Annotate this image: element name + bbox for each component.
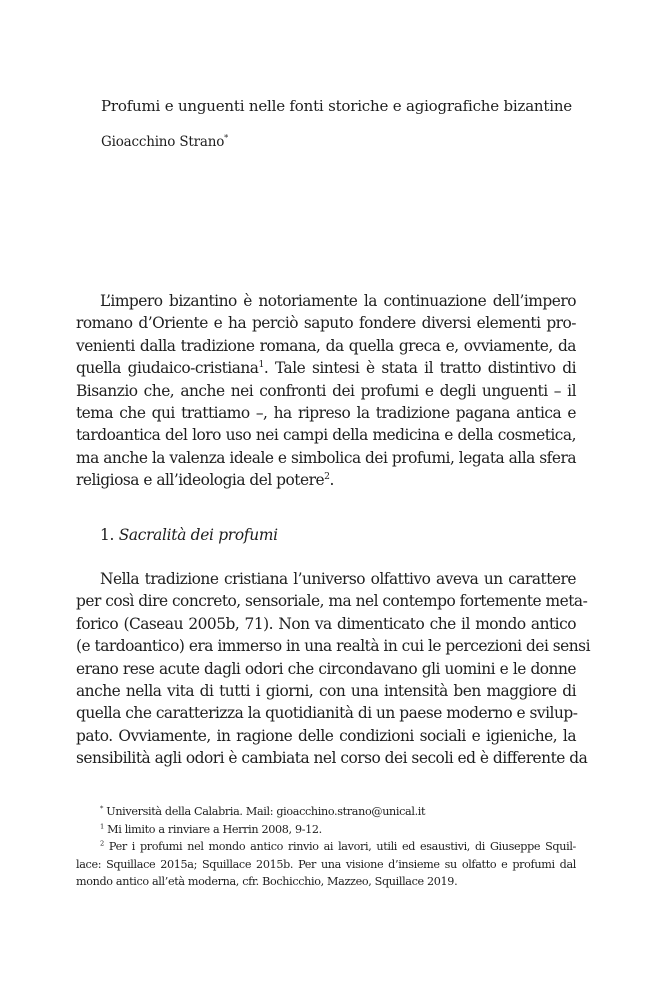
paragraph-line: anche nella vita di tutti i giorni, con una intensità ben maggiore di [76, 681, 576, 700]
paragraph-line: romano d’Oriente e ha perciò saputo fondere diversi elementi pro- [76, 314, 576, 333]
paragraph-line [76, 357, 576, 379]
paragraph-line: forico (Caseau 2005b, 71). Non va dimenticato che il mondo antico [76, 614, 576, 633]
paragraph-line: tema che qui trattiamo –, ha ripreso la tradizione pagana antica e [76, 403, 576, 422]
section-heading [100, 526, 278, 544]
footnote-2 [76, 838, 576, 856]
footnote-ref-2[interactable]: 2 [324, 471, 330, 482]
paragraph-line: pato. Ovviamente, in ragione delle condizioni sociali e igieniche, la [76, 726, 576, 745]
paragraph-line: sensibilità agli odori è cambiata nel corso dei secoli ed è differente da [76, 749, 588, 768]
paragraph-line: (e tardoantico) era immerso in una realtà in cui le percezioni dei sensi [76, 637, 590, 656]
section-title: Sacralità dei profumi [118, 526, 278, 544]
footnote-ref-1[interactable]: 1 [258, 359, 264, 371]
footnote-text: Università della Calabria. Mail: gioacchino.strano@unical.it [106, 805, 426, 818]
paragraph-line: ma anche la valenza ideale e simbolica dei profumi, legata alla sfera [76, 448, 576, 467]
paragraph-line [76, 469, 576, 491]
author-footnote-marker[interactable]: * [224, 132, 228, 143]
paragraph-line: Bisanzio che, anche nei confronti dei profumi e degli unguenti – il [76, 381, 576, 400]
author-name: Gioacchino Strano [101, 134, 225, 150]
paragraph-line: per così dire concreto, sensoriale, ma nel contempo fortemente meta- [76, 592, 588, 611]
line-text: . [329, 471, 334, 490]
footnote-mark: 2 [100, 839, 104, 848]
line-text: quella giudaico-cristiana [76, 359, 259, 378]
paragraph-line: L’impero bizantino è notoriamente la continuazione dell’impero [100, 292, 576, 310]
section-number: 1. [100, 526, 115, 544]
article-title: Profumi e unguenti nelle fonti storiche e agiografiche bizantine [101, 97, 572, 115]
footnotes [76, 803, 576, 891]
footnote-1 [76, 821, 576, 839]
footnote-mark: 1 [100, 821, 104, 830]
paragraph-line: quella che caratterizza la quotidianità di un paese moderno e svilup- [76, 704, 578, 723]
footnote-text: Per i profumi nel mondo antico rinvio ai lavori, utili ed esaustivi, di Giuseppe Squil- [108, 840, 576, 853]
footnote-mark: * [100, 804, 104, 813]
footnote-text: Mi limito a rinviare a Herrin 2008, 9-12. [107, 822, 322, 836]
paragraph-line: Nella tradizione cristiana l’universo olfattivo aveva un carattere [100, 570, 576, 588]
paragraph-line: tardoantica del loro uso nei campi della medicina e della cosmetica, [76, 426, 576, 445]
line-text: . Tale sintesi è stata il tratto distintivo di [263, 359, 576, 378]
line-text: religiosa e all’ideologia del potere [76, 471, 325, 490]
footnote-2-line: lace: Squillace 2015a; Squillace 2015b. Per una visione d’insieme su olfatto e profumi dal [76, 857, 576, 871]
article-author [101, 134, 228, 150]
paragraph-line: venienti dalla tradizione romana, da quella greca e, ovviamente, da [76, 336, 576, 355]
paragraph-intro [76, 290, 576, 492]
paragraph-section-1 [76, 568, 590, 770]
footnote-star [76, 803, 576, 821]
footnote-2-line: mondo antico all’età moderna, cfr. Bochicchio, Mazzeo, Squillace 2019. [76, 875, 458, 888]
paragraph-line: erano rese acute dagli odori che circondavano gli uomini e le donne [76, 659, 576, 678]
